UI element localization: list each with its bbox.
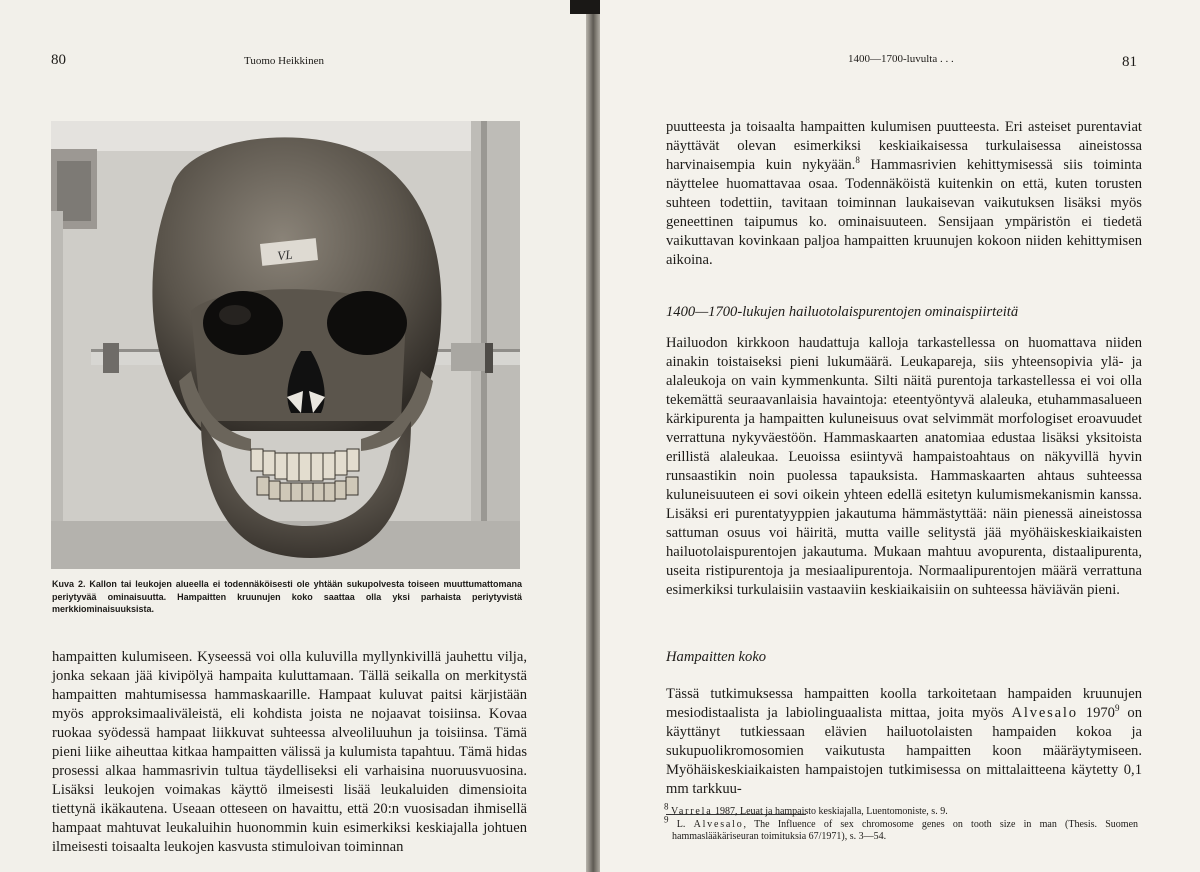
para1-text-a: puutteesta ja toisaalta hampaitten kulumisen puutteesta. Eri asteiset purentaviat näyttävät olevan esimerkiksi keskiaikaisessa turkulaisessa aineistossa harvinaisempia kuin nykyään. xyxy=(666,119,1142,173)
footnote-8: 8 Varrela 1987, Leuat ja hampaisto keskiajalla, Luentomoniste, s. 9. xyxy=(664,801,948,817)
right-page xyxy=(600,0,1200,872)
right-paragraph-2 xyxy=(666,334,1142,600)
section-heading-purennat: 1400—1700-lukujen hailuotolaispurentojen ominaispiirteitä xyxy=(666,304,1019,320)
footnote-ref-9[interactable]: 9 xyxy=(1114,703,1120,714)
skull-image xyxy=(51,121,520,569)
running-head-left: Tuomo Heikkinen xyxy=(244,55,324,67)
page-number-left: 80 xyxy=(51,52,66,68)
para3-text-b: on käyttänyt tutkiessaan elävien hailuotolaisten hampaiden kokoa ja sukupuolikromosomien vaikutusta hampaitten koon määräytymiseen. Myöhäiskeskiaikaisten hampaistojen tutkimisessa on mittalaitteena käytetty 0,1 mm tarkkuu- xyxy=(666,705,1143,797)
svg-text:VL: VL xyxy=(276,246,294,264)
author-name-alvesalo: Alvesalo xyxy=(1011,705,1078,721)
figure-caption: Kuva 2. Kallon tai leukojen alueella ei todennäköisesti ole yhtään sukupolvesta toiseen muuttumattomana periytyvää ominaisuutta. Hampaitten kruunujen koko saattaa olla yksi parhaista periytyvistä merkkiominaisuuksista. xyxy=(52,579,522,614)
page-number-right: 81 xyxy=(1122,54,1137,70)
right-paragraph-1 xyxy=(666,118,1142,270)
skull-photograph xyxy=(51,121,520,569)
right-paragraph-3 xyxy=(666,685,1142,799)
footnote-ref-8[interactable]: 8 xyxy=(855,155,860,166)
footnote-9: 9 L. Alvesalo, The Influence of sex chromosome genes on tooth size in man (Thesis. Suomen hammaslääkäriseuran toimituksia 67/1971), s. 3—54. xyxy=(664,814,1139,842)
para2-text: Hailuodon kirkkoon haudattuja kalloja tarkastellessa on huomattava niiden ainakin toistaiseksi pieni lukumäärä. Leukapareja, siis yhteensopivia ylä- ja alaleukoja on vain kymmenkunta. Silti näitä purentoja tarkastellessa ei voi olla tekemättä seuraavanlaisia havaintoja: eteentyöntyvä alaleuka, etuhammasalueen kärkipurenta ja hampaitten kuluneisuus ovat selvimmät morfologiset eroavuudet verrattuna nykyväestöön. Hammaskaarten anatomiaa edustaa lisäksi yksitoista erillistä alaleukaa. Leuoissa esiintyvä hampaistoahtaus on näkyvillä hyvin runsaastikin noin puolessa tapauksista. Hammaskaarten ahtaus suhteessa kuluneisuuteen ei sovi oikein yhteen edellä esitetyn kulumismekanismin kanssa. Lisäksi eri purentatyyppien jakautuma hämmästyttää: näin pienessä aineistossa sattuman osuus voi häiritä, mutta vaille selitystä jää myöhäiskeskiaikaisten hailuotolaispurentojen jakautuma. Mukaan mahtuu avopurenta, distaalipurenta, useita ristipurentoja ja mesiaalipurentoja. Normaalipurentojen määrä verrattuna esimerkiksi turkulaisiin vastaaviin keskiaikaisiin on suhteessa häviävän pieni. xyxy=(666,335,1142,598)
running-head-right: 1400—1700-luvulta . . . xyxy=(848,53,954,65)
section-heading-hampaitten-koko: Hampaitten koko xyxy=(666,649,767,665)
left-paragraph: hampaitten kulumiseen. Kyseessä voi olla kuluvilla myllynkivillä jauhettu vilja, jonka sekaan jää kivipölyä hampaita kuluttamaan. Tällä seikalla on merkitystä hampaitten mahtumisessa hammaskaarille. Hampaat kuluvat paitsi kärjistään myös approksimaaliväleistä, eli kohdista joista ne nojaavat toisiinsa. Kovaa ruokaa syödessä hampaat liikkuvat suhteessa alveoliluuhun ja toisiinsa. Tämä pieni liike aiheuttaa kitkaa hampaitten välissä ja kulumista tapahtuu. Tämä hidas prosessi alkaa hammasrivin tultua täydelliseksi eli varhaisina nuoruusvuosina. Lisäksi leukojen voimakas käyttö ilmeisesti lisää leukaluiden dimensioita tiettynä ikäkautena. Useaan otteseen on havaittu, että 20:n vuosisadan ihmisellä hampaat mahtuvat leukaluihin huonommin kuin esimerkiksi keskiajalla johtuen ilmeisesti toisaalta leukojen kasvusta stimuloivan toiminnan xyxy=(52,649,527,855)
footnotes xyxy=(664,801,1139,844)
para1-text-b: Hammasrivien kehittymisessä siis toiminta näyttelee huomattavaa osaa. Todennäköistä kuitenkin on että, kuten torusten suhteen todettiin, tavitaan toiminnan laukaisevan vaikutuksen lisäksi myös geneettinen taipumus ko. ominaisuuteen. Sensijaan ympäristön ei tiedetä vaikuttavan kovinkaan paljoa hampaitten kruunujen kokoon niiden kehittymisen aikoina. xyxy=(666,157,1142,268)
left-body-text xyxy=(52,648,527,857)
para3-text-a: Tässä tutkimuksessa hampaitten koolla tarkoitetaan hampaiden kruunujen mesiodistaalista ja labiolinguaalista mittaa, joita myös xyxy=(666,686,1142,721)
left-page xyxy=(0,0,588,872)
para3-year: 1970 xyxy=(1077,705,1115,721)
